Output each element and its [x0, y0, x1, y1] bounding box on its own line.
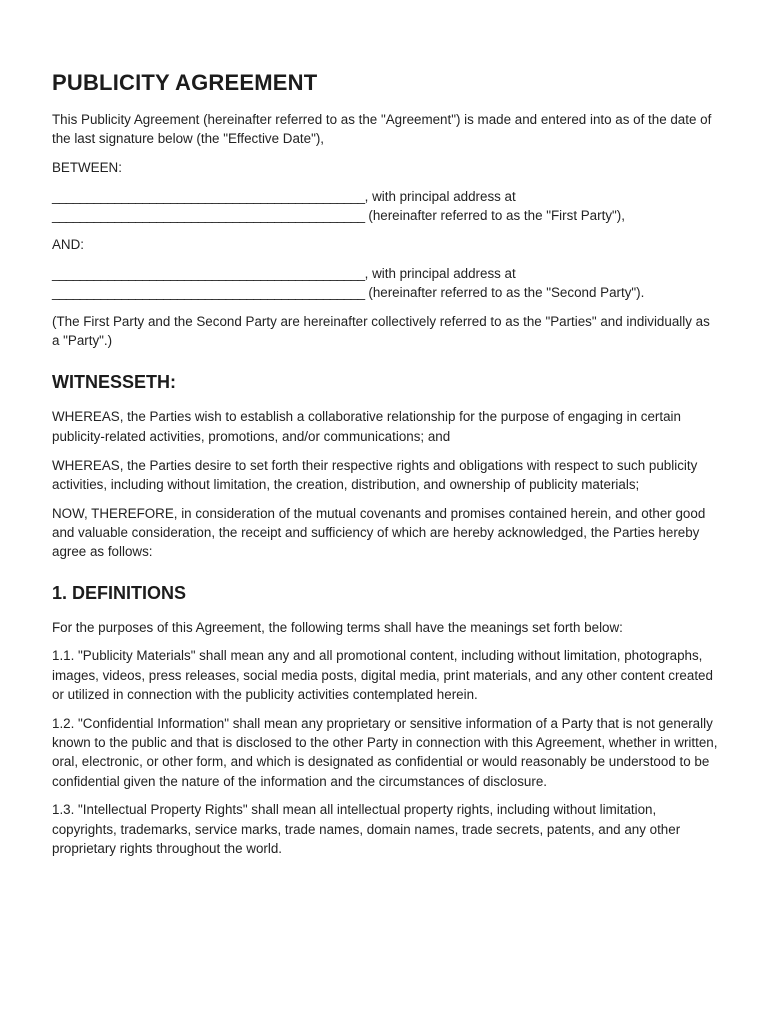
- between-label: BETWEEN:: [52, 160, 122, 176]
- second-party-line2-suffix: (hereinafter referred to as the "Second Party").: [364, 285, 645, 301]
- definition-item: 1.1. "Publicity Materials" shall mean any and all promotional content, including without limitation, photographs, images, videos, press releases, social media posts, digital media, print materials, and any other content created or utilized in connection with the publicity activities contemplated herein.: [52, 648, 713, 702]
- and-label: AND:: [52, 236, 84, 252]
- first-party-line1-suffix: , with principal address at: [364, 188, 516, 204]
- second-party-line1-suffix: , with principal address at: [364, 265, 516, 281]
- first-party-line2-suffix: (hereinafter referred to as the "First Party"),: [364, 208, 625, 224]
- intro-paragraph: This Publicity Agreement (hereinafter referred to as the "Agreement") is made and entered into as of the date of the last signature below (the "Effective Date"),: [52, 112, 712, 147]
- first-party-name-blank: _____________________________________________: [52, 188, 365, 204]
- definitions-heading: 1. DEFINITIONS: [52, 582, 187, 603]
- first-party-block: [52, 187, 718, 226]
- document-title: PUBLICITY AGREEMENT: [52, 70, 318, 95]
- witnesseth-heading: WITNESSETH:: [52, 372, 176, 393]
- definition-item: 1.3. "Intellectual Property Rights" shall mean all intellectual property rights, including without limitation, copyrights, trademarks, service marks, trade names, domain names, trade secrets, patents, and any other proprietary rights throughout the world.: [52, 802, 681, 857]
- parties-note: (The First Party and the Second Party are hereinafter collectively referred to as the "Parties" and individually as a "Party".): [52, 313, 710, 349]
- second-party-name-blank: _____________________________________________: [52, 265, 365, 281]
- whereas-paragraph-1: WHEREAS, the Parties wish to establish a collaborative relationship for the purpose of engaging in certain publicity-related activities, promotions, and/or communications; and: [52, 409, 681, 444]
- now-therefore-paragraph: NOW, THEREFORE, in consideration of the mutual covenants and promises contained herein, and other good and valuable consideration, the receipt and sufficiency of which are hereby acknowledged, the Parties hereby agree as follows:: [52, 505, 706, 560]
- whereas-paragraph-2: WHEREAS, the Parties desire to set forth their respective rights and obligations with respect to such publicity activities, including without limitation, the creation, distribution, and ownership of publicity materials;: [52, 457, 698, 492]
- definition-item: 1.2. "Confidential Information" shall mean any proprietary or sensitive information of a Party that is not generally known to the public and that is disclosed to the other Party in connection with this Agreement, whether in written, oral, electronic, or other form, and which is designated as confidential or would reasonably be understood to be confidential given the nature of the information and the circumstances of disclosure.: [52, 715, 718, 789]
- first-party-address-blank: _____________________________________________: [52, 208, 365, 224]
- definitions-intro: For the purposes of this Agreement, the following terms shall have the meanings set forth below:: [52, 619, 623, 635]
- second-party-block: [52, 264, 718, 303]
- second-party-address-blank: _____________________________________________: [52, 285, 365, 301]
